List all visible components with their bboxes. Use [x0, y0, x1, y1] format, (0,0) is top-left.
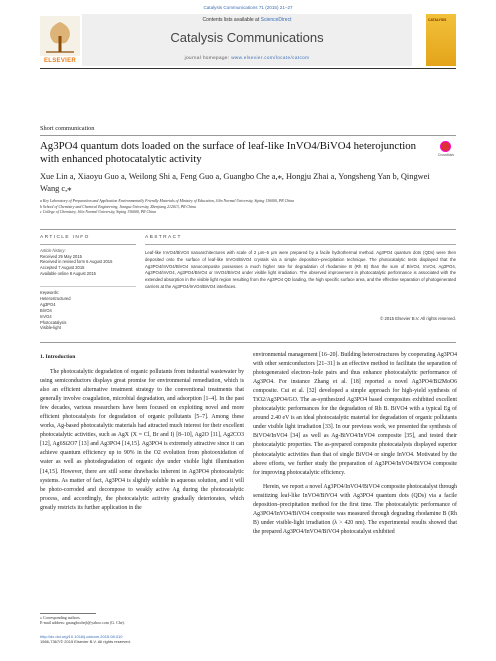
elsevier-logo[interactable] — [40, 16, 80, 64]
corresponding-email[interactable]: E-mail address: guangbochejl@yahoo.com (G. Che). — [40, 620, 125, 626]
homepage-link[interactable]: www.elsevier.com/locate/catcom — [231, 55, 310, 60]
elsevier-tree-icon — [40, 16, 80, 56]
keyword-item: Photocatalysis — [40, 319, 67, 325]
issn-line: 1566-7367/© 2015 Elsevier B.V. All rights reserved. — [40, 639, 131, 645]
cover-title: CATALYSIS — [428, 18, 447, 22]
publisher-name: ELSEVIER — [43, 58, 77, 64]
body-paragraph: environmental management [16–20]. Building heterostructures by cooperating Ag3PO4 with other semiconductors [21–31] is an effective method to facilitate the separation of photogenerated electron–hole pairs and thus enhance photocatalytic performance of Ag3PO4. For instance Zhang et al. [18] reported a novel Ag3PO4/Bi2MoO6 composite. Cui et al. [32] developed a simple approach for high-yield synthesis of TiO2/Ag3PO4/GO. The as-synthesized Ag3PO4 based composites exhibited excellent photocatalytic performances for the degradation of Rh B. BiVO4 with a typical Eg of around 2.40 eV is an ideal photocatalytic material for degradation of organic pollutants under visible light irradiation [33]. In our previous work, we presented the synthesis of BiVO4/InVO4 [34] as well as Ag-BiVO4/InVO4 composite [35], and tested their photocatalytic properties. The as-prepared composite photocatalysts displayed superior photocatalytic activities than that of single BiVO4 or single InVO4. Motivated by the above efforts, we further study the preparation of Ag3PO4/InVO4/BiVO4 composite for improving photocatalytic efficiency. — [253, 352, 457, 476]
affiliation-a: a Key Laboratory of Preparation and Application Environmentally Friendly Materials of Ministry of Education, Jilin Normal University, Siping 136000, PR China — [40, 199, 295, 203]
keyword-item: Ag3PO4 — [40, 301, 56, 307]
body-paragraph: The photocatalytic degradation of organic pollutants from industrial wastewater by using semiconductors displays great promise for environmental remediation, which is also an efficient alternative treatment strategy to the conventional treatments that generally involve coagulation, microbial degradation, and adsorption [1–4]. In the past few decades, various researchers have been focused on exploiting novel and more efficient photocatalysts for degradation of organic pollutants [5–7]. Among these works, Ag-based photocatalytic materials had attracted much interest for their excellent photocatalytic activities, such as AgX (X = Cl, Br and I) [8–10], Ag2O [11], Ag2CO3 [12], Ag6Si2O7 [13] and Ag3PO4 [14,15]. Ag3PO4 is extremely attractive since it can achieve quantum efficiency up to 90% in the O2 evolution from photooxidation of water as well as photodegradation of organic dye under visible light illumination [14,15]. However, there are still some drawbacks inherent in Ag3PO4 photocatalytic systems. As matter of fact, Ag3PO4 is slightly soluble in aqueous solution, and it will be photo-corroded and decompose to weakly active Ag during the photocatalytic process, and accordingly, the photocatalytic activity gradually deteriorates, which greatly restricts its further application in the — [40, 369, 244, 511]
affiliation-c: c College of Chemistry, Jilin Normal University, Siping 136000, PR China — [40, 210, 156, 215]
header-rule — [40, 68, 456, 69]
article-info-heading: ARTICLE INFO — [40, 235, 90, 240]
author-list[interactable]: Xue Lin a, Xiaoyu Guo a, Weilong Shi a, Feng Guo a, Guangbo Che a,⁎, Hongju Zhai a, Yongsheng Yan b, Qingwei Wang c,⁎ — [40, 172, 430, 193]
history-revised: Received in revised form 6 August 2015 — [40, 259, 113, 265]
affiliations — [40, 199, 456, 216]
contents-line — [82, 17, 412, 23]
abstract-rule — [145, 244, 456, 245]
journal-cover-thumbnail[interactable] — [426, 14, 456, 66]
homepage-prefix: journal homepage: — [184, 55, 232, 60]
history-received: Received 29 May 2015 — [40, 253, 82, 259]
journal-homepage — [82, 55, 412, 60]
footnote — [40, 615, 244, 626]
article-title: Ag3PO4 quantum dots loaded on the surface of leaf-like InVO4/BiVO4 heterojunction with enhanced photocatalytic activity — [40, 140, 417, 165]
article-type: Short communication — [40, 125, 95, 132]
journal-reference[interactable]: Catalysis Communications 71 (2015) 21–27 — [203, 5, 293, 10]
history-online: Available online 8 August 2015 — [40, 270, 96, 276]
crossmark-icon — [440, 141, 451, 152]
title-rule — [40, 135, 456, 136]
body-paragraph: Herein, we report a novel Ag3PO4/InVO4/BiVO4 composite photocatalyst through sensitizing leaf-like InVO4/BiVO4 with Ag3PO4 quantum dots (QDs) via a facile deposition–precipitation method for the first time. The photocatalytic performance of Ag3PO4/InVO4/BiVO4 composite was measured through degrading rhodamine B (Rh B) under visible-light irradiation (λ > 420 nm). The experimental results showed that the prepared Ag3PO4/InVO4/BiVO4 photocatalyst exhibited — [253, 483, 457, 535]
affiliation-rule — [40, 229, 456, 230]
corresponding-authors: ⁎ Corresponding authors. — [40, 615, 81, 620]
doi-block — [40, 634, 244, 645]
journal-header — [40, 14, 456, 66]
keyword-item: Heterostructured — [40, 295, 71, 301]
footnote-rule — [40, 613, 96, 614]
history-label: Article history: — [40, 248, 66, 253]
crossmark-label: CrossMark — [437, 153, 455, 157]
keyword-item: InVO4 — [40, 313, 52, 319]
keyword-item: Visible-light — [40, 325, 61, 331]
contents-prefix: Contents lists available at — [202, 17, 261, 23]
crossmark-badge[interactable] — [434, 141, 458, 161]
body-rule — [40, 342, 456, 343]
keywords-rule — [40, 286, 136, 287]
introduction-heading: 1. Introduction — [40, 354, 76, 360]
keywords-label: Keywords: — [40, 290, 60, 295]
history-accepted: Accepted 7 August 2015 — [40, 265, 85, 271]
sciencedirect-link[interactable]: ScienceDirect — [260, 17, 292, 23]
body-column-left — [40, 368, 244, 513]
abstract-copyright: © 2015 Elsevier B.V. All rights reserved. — [380, 316, 456, 321]
keywords — [40, 290, 140, 331]
body-column-right — [253, 351, 457, 537]
article-history — [40, 248, 140, 277]
abstract-text: Leaf-like InVO4/BiVO4 nanoarchitectures with scale of 2 μm–5 μm were prepared by a facile hydrothermal method. Ag3PO4 quantum dots (QDs) were then deposited onto the surface of leaf-like InVO4/BiVO4 crystals via a simple deposition–precipitation technique. The photocatalytic tests displayed that the Ag3PO4/InVO4/BiVO4 nanocomposite possesses a much higher rate for degradation of rhodamine B (Rh B) than the sum of BiVO4, InVO4, Ag3PO4, Ag3PO4/InVO4, Ag3PO4/BiVO4 or InVO4/BiVO4 under visible light irradiation. The observed improvement in photocatalytic performance is associated with the extended absorption in the visible light region resulting from the Ag3PO4 QD loading, the high specific surface area, and the effective separation of photogenerated carriers at the Ag3PO4/InVO4/BiVO4 interfaces. — [145, 250, 456, 289]
doi-link[interactable]: http://dx.doi.org/10.1016/j.catcom.2015.08.010 — [40, 634, 123, 639]
abstract-heading: ABSTRACT — [145, 235, 182, 240]
article-info-rule — [40, 244, 136, 245]
affiliation-b: b School of Chemistry and Chemical Engineering, Jiangsu University, Zhenjiang 212013, PR China — [40, 204, 196, 209]
journal-title: Catalysis Communications — [170, 30, 324, 45]
keyword-item: BiVO4 — [40, 307, 52, 313]
